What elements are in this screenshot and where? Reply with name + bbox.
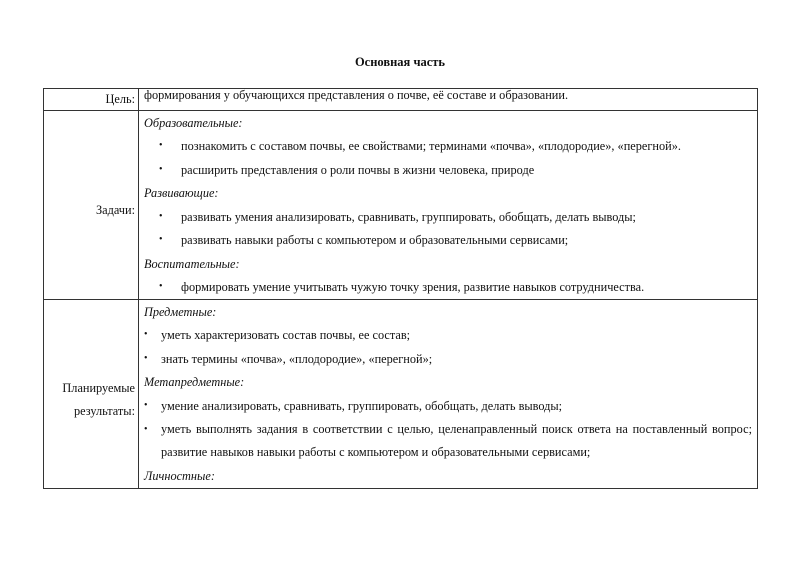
results-heading-personal: Личностные: [144, 469, 215, 484]
bullet-icon: • [144, 352, 148, 364]
list-item: • умение анализировать, сравнивать, группировать, обобщать, делать выводы; [144, 398, 563, 413]
goal-label: Цель: [44, 89, 139, 111]
list-item: • развивать умения анализировать, сравнивать, группировать, обобщать, делать выводы; [159, 209, 636, 224]
results-label: Планируемые результаты: [44, 300, 139, 489]
results-heading-metasubject: Метапредметные: [144, 375, 245, 390]
bullet-icon: • [159, 163, 163, 175]
tasks-content [139, 111, 758, 300]
bullet-icon: • [159, 210, 163, 222]
list-item: • уметь характеризовать состав почвы, ее состав; [144, 328, 411, 343]
lesson-plan-table [43, 88, 758, 489]
list-item: • знать термины «почва», «плодородие», «перегной»; [144, 351, 433, 366]
section-title: Основная часть [354, 55, 446, 69]
tasks-heading-developing: Развивающие: [144, 186, 219, 201]
tasks-heading-upbringing: Воспитательные: [144, 256, 240, 271]
bullet-icon: • [144, 329, 148, 341]
bullet-icon: • [159, 281, 163, 293]
list-item: • уметь выполнять задания в соответствии с целью, целенаправленный поиск ответа на поставленный вопрос; развитие навыков навыки работы с компьютером и образовательными сервисами; [144, 418, 752, 465]
bullet-icon: • [159, 140, 163, 152]
bullet-icon: • [144, 399, 148, 411]
bullet-icon: • [159, 234, 163, 246]
results-content [139, 300, 758, 489]
list-item: • формировать умение учитывать чужую точку зрения, развитие навыков сотрудничества. [159, 280, 645, 295]
list-item: • развивать навыки работы с компьютером и образовательными сервисами; [159, 233, 569, 248]
tasks-row [44, 111, 758, 300]
results-heading-subject: Предметные: [144, 304, 217, 319]
list-item: • расширить представления о роли почвы в жизни человека, природе [159, 162, 535, 177]
goal-text: формирования у обучающихся представления о почве, её составе и образовании. [139, 89, 758, 111]
bullet-icon: • [144, 423, 148, 435]
tasks-heading-educational: Образовательные: [144, 115, 243, 130]
tasks-label: Задачи: [44, 111, 139, 300]
results-row [44, 300, 758, 489]
list-item: • познакомить с составом почвы, ее свойствами; терминами «почва», «плодородие», «перегной». [159, 139, 681, 154]
goal-row [44, 89, 758, 111]
